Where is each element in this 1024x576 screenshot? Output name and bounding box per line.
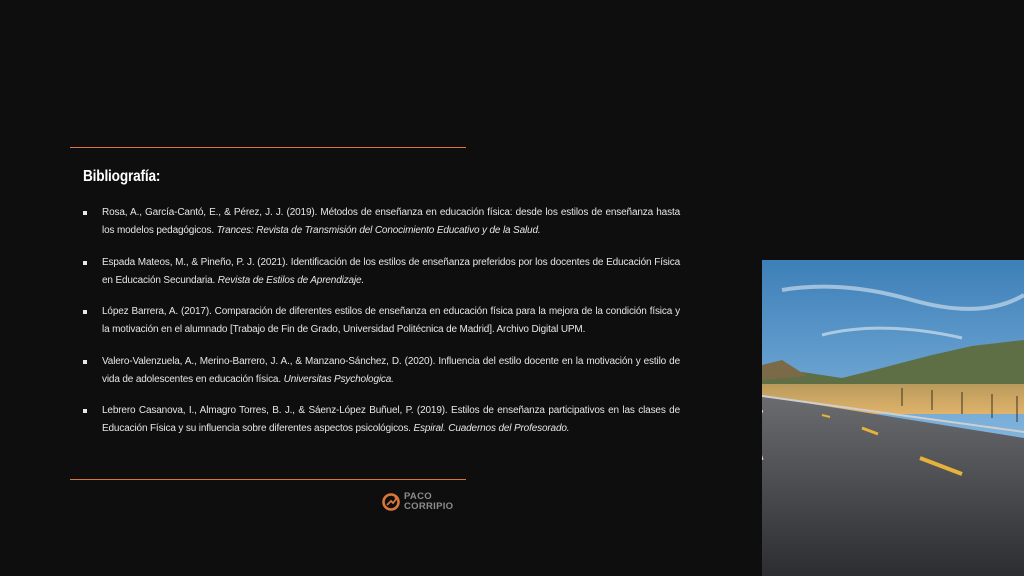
bibliography-item [83, 254, 680, 290]
reference-text [102, 204, 680, 240]
reference-text [102, 303, 680, 339]
bottom-divider [70, 479, 466, 480]
bibliography-item [83, 353, 680, 389]
reference-citation: Rosa, A., García-Cantó, E., & Pérez, J. J. (2019). Métodos de enseñanza en educación física: desde los estilos de enseñanza hasta los modelos pedagógicos. [102, 207, 680, 236]
bullet-icon [83, 310, 87, 314]
bullet-icon [83, 360, 87, 364]
reference-text [102, 353, 680, 389]
reference-citation: Lebrero Casanova, I., Almagro Torres, B. J., & Sáenz-López Buñuel, P. (2019). Estilos de enseñanza participativos en las clases de Educación Física y su influencia sobre diferentes aspectos psicológicos. [102, 405, 680, 434]
brand-logo [381, 492, 453, 512]
reference-source: Espiral. Cuadernos del Profesorado. [413, 423, 570, 434]
bibliography-list [83, 204, 680, 452]
reference-text [102, 402, 680, 438]
bullet-icon [83, 211, 87, 215]
logo-wordmark [404, 492, 453, 512]
reference-citation: Espada Mateos, M., & Pineño, P. J. (2021). Identificación de los estilos de enseñanza preferidos por los docentes de Educación Física en Educación Secundaria. [102, 256, 680, 286]
reference-source: Trances: Revista de Transmisión del Conocimiento Educativo y de la Salud. [216, 225, 541, 236]
bullet-icon [83, 261, 87, 265]
paco-corripio-logo-icon [381, 492, 401, 512]
bibliography-item [83, 204, 680, 240]
bibliography-item [83, 402, 680, 438]
reference-source: Revista de Estilos de Aprendizaje. [217, 274, 365, 286]
bibliography-heading: Bibliografía: [83, 168, 161, 185]
reference-text [102, 254, 680, 290]
reference-citation: López Barrera, A. (2017). Comparación de diferentes estilos de enseñanza en educación física para la mejora de la condición física y la motivación en el alumnado [Trabajo de Fin de Grado, Universidad Politécnica de Madrid]. Archivo Digital UPM. [102, 306, 680, 335]
bibliography-item [83, 303, 680, 339]
reference-source: Universitas Psychologica. [283, 373, 394, 385]
road-landscape-photo [762, 260, 1024, 576]
reference-citation: Valero-Valenzuela, A., Merino-Barrero, J. A., & Manzano-Sánchez, D. (2020). Influencia del estilo docente en la motivación y estilo de vida de adolescentes en educación física. [102, 355, 680, 385]
road-landscape-illustration [762, 260, 1024, 576]
top-divider [70, 147, 466, 148]
logo-line-1: PACO [404, 491, 432, 502]
bullet-icon [83, 409, 87, 413]
logo-line-2: CORRIPIO [404, 501, 454, 512]
